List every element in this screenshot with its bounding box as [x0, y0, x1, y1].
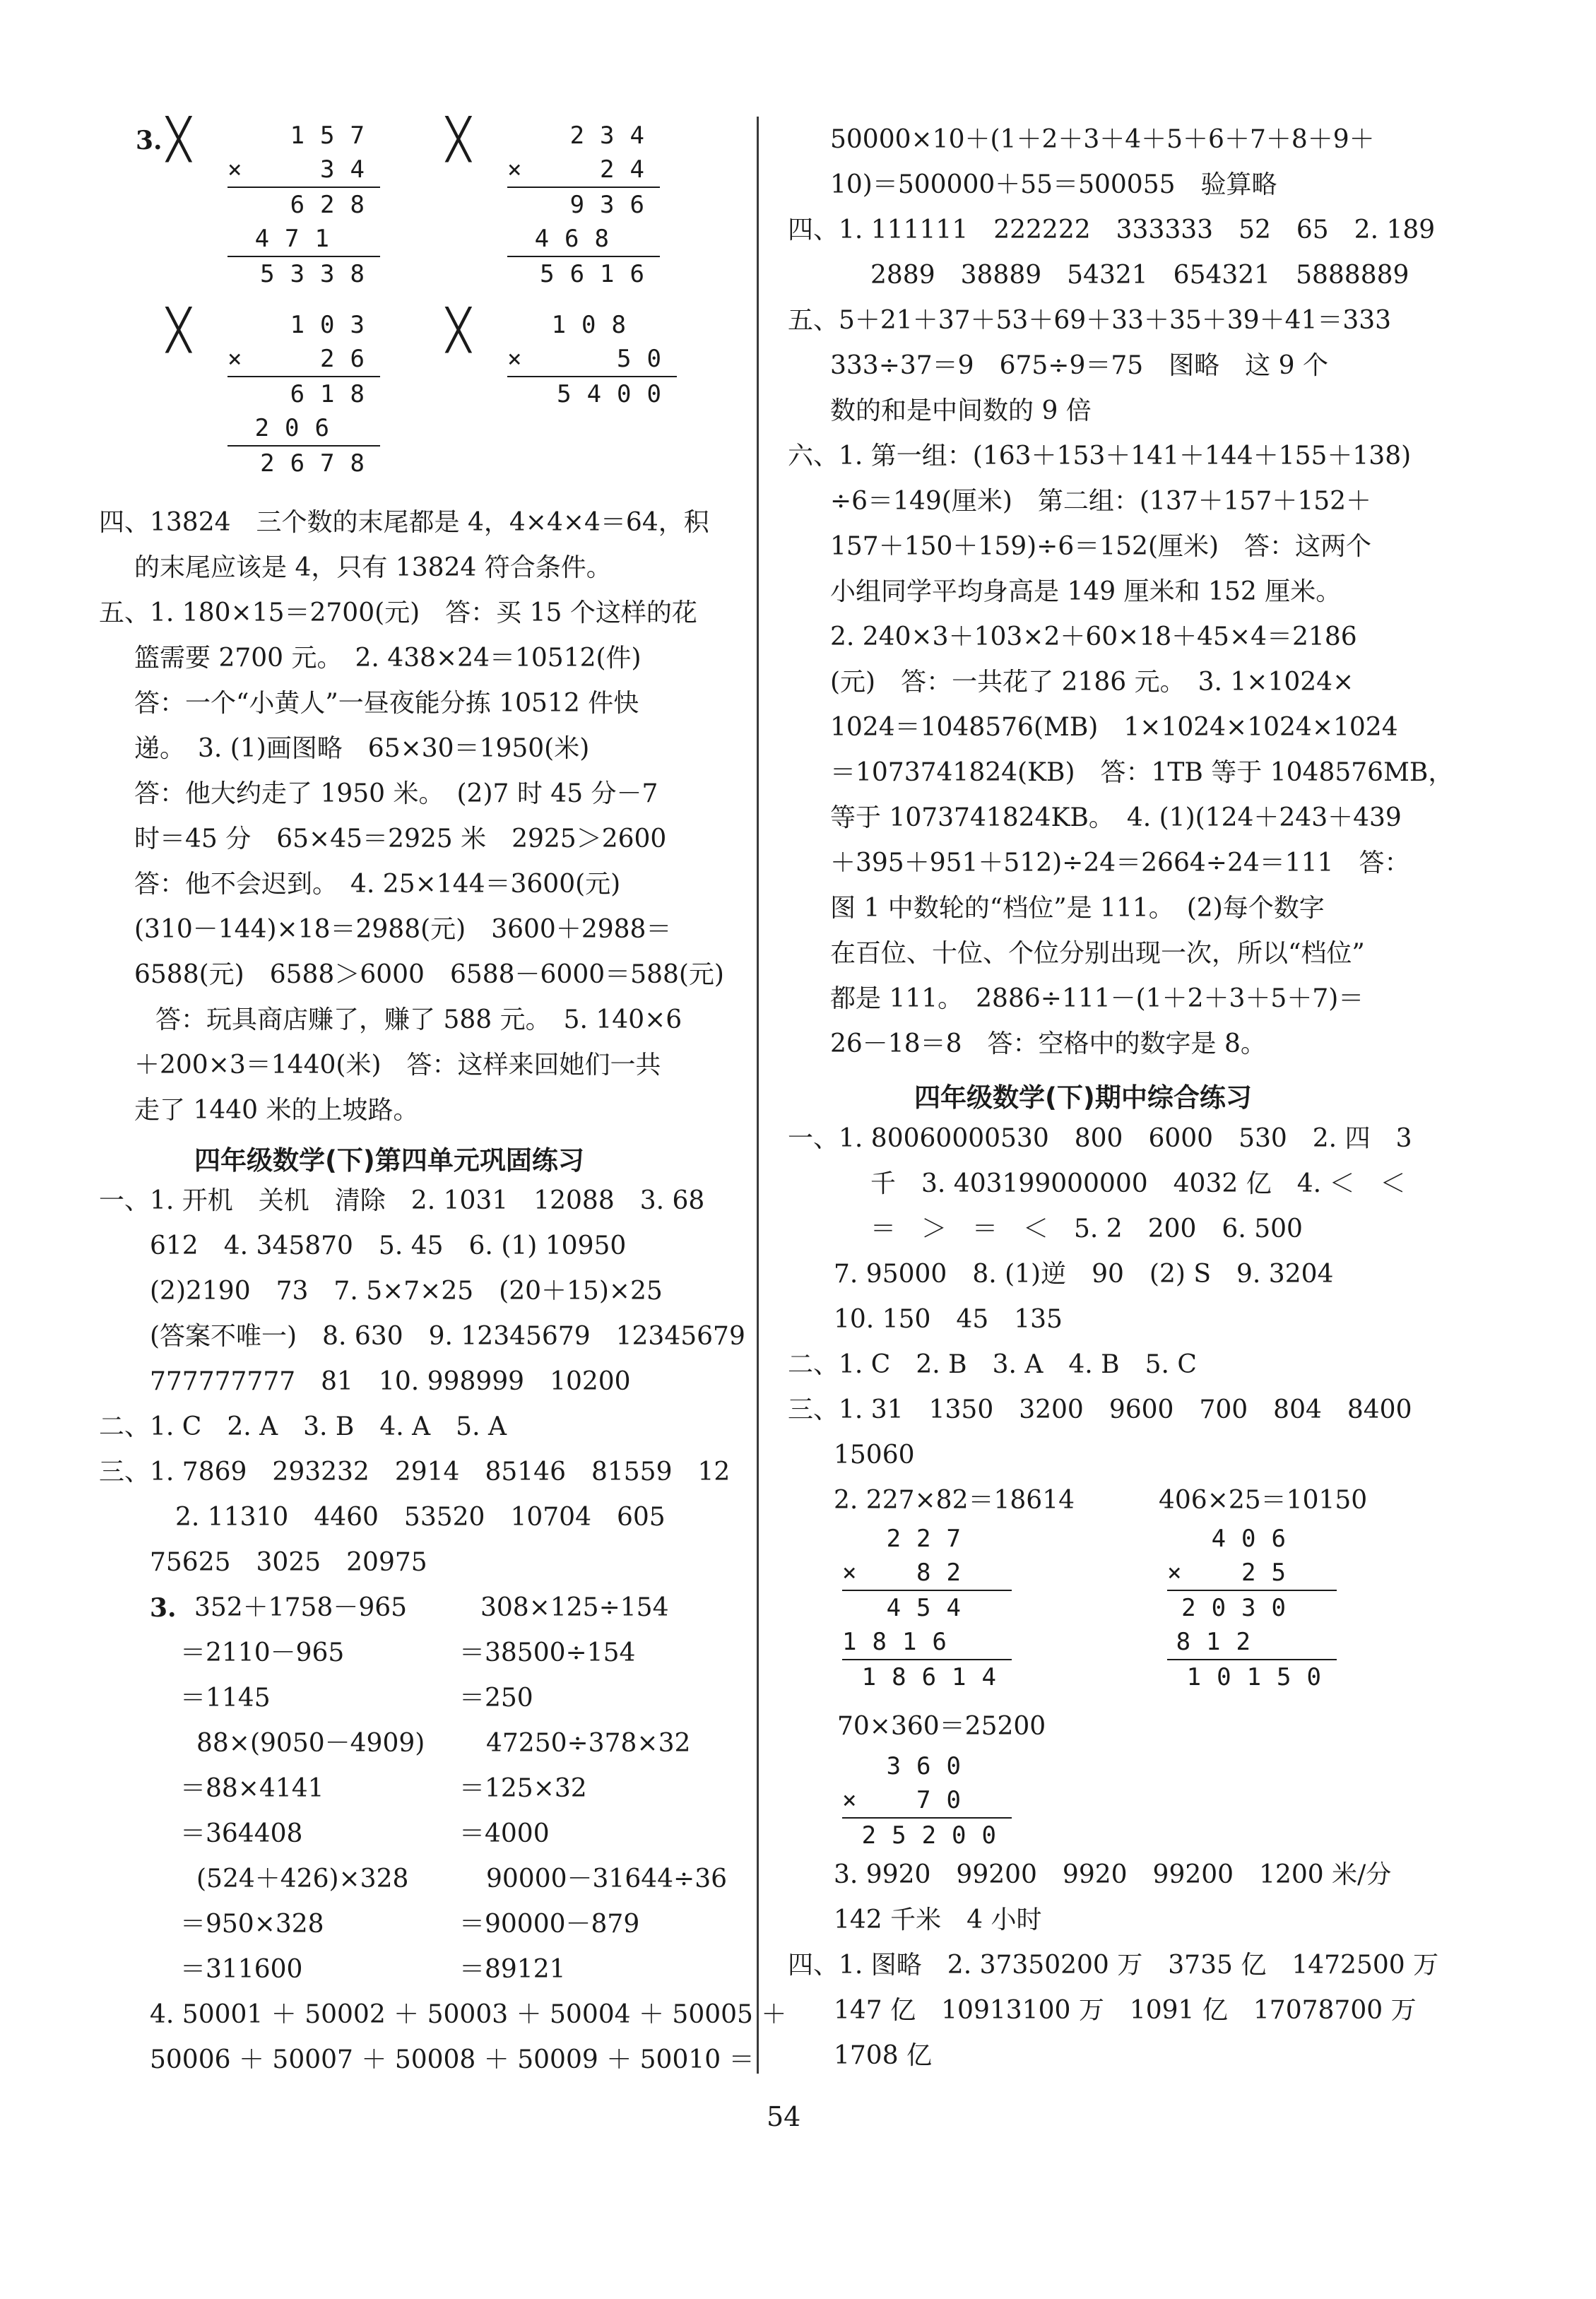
calc-label: 3. — [150, 1593, 177, 1623]
text-line: ＋200×3＝1440(米) 答：这样来回她们一共 — [134, 1051, 661, 1080]
text-line: 777777777 81 10. 998999 10200 — [150, 1367, 631, 1396]
vertical-multiplication-4 — [507, 308, 677, 411]
partial-product-1: 2030 — [1181, 1594, 1301, 1622]
calc-line: ＝4000 — [459, 1819, 550, 1848]
text-line: 二、1. C 2. B 3. A 4. B 5. C — [788, 1350, 1197, 1379]
calc-line: ＝89121 — [459, 1955, 566, 1984]
text-line: 三、1. 7869 293232 2914 85146 81559 12 — [99, 1458, 731, 1487]
multiplicand: 108 — [551, 311, 642, 339]
text-line: 的末尾应该是 4，只有 13824 符合条件。 — [134, 553, 612, 582]
text-line: 一、1. 80060000530 800 6000 530 2. 四 3 — [788, 1124, 1412, 1153]
text-line: 612 4. 345870 5. 45 6. (1) 10950 — [150, 1231, 627, 1260]
vertical-multiplication-5 — [842, 1522, 1012, 1694]
partial-product-1: 618 — [290, 380, 380, 408]
multiplicand: 360 — [886, 1752, 976, 1780]
text-line: 50006 ＋ 50007 ＋ 50008 ＋ 50009 ＋ 50010 ＝ — [150, 2045, 755, 2074]
text-line: 2889 38889 54321 654321 5888889 — [870, 261, 1409, 290]
text-line: 答：一个“小黄人”一昼夜能分拣 10512 件快 — [134, 689, 639, 718]
partial-product-1: 628 — [290, 191, 380, 219]
text-line: 五、1. 180×15＝2700(元) 答：买 15 个这样的花 — [99, 598, 697, 627]
calc-line: 308×125÷154 — [480, 1593, 669, 1622]
calc-line: ＝250 — [459, 1684, 533, 1713]
calc-line: ＝88×4141 — [180, 1774, 324, 1803]
text-line: 7. 95000 8. (1)逆 90 (2) S 9. 3204 — [834, 1260, 1334, 1289]
vertical-multiplication-3 — [227, 308, 380, 480]
text-line: 三、1. 31 1350 3200 9600 700 804 8400 — [788, 1395, 1412, 1424]
text-line: ＋395＋951＋512)÷24＝2664÷24＝111 答： — [830, 849, 1410, 877]
cross-mark-3: ╳ — [167, 307, 191, 353]
column-divider — [757, 117, 759, 2074]
text-line: 75625 3025 20975 — [150, 1548, 427, 1577]
text-line: 26－18＝8 答：空格中的数字是 8。 — [830, 1029, 1266, 1058]
text-line: 答：玩具商店赚了，赚了 588 元。 5. 140×6 — [155, 1005, 682, 1034]
text-line: ＝1073741824(KB) 答：1TB 等于 1048576MB， — [830, 758, 1454, 787]
text-line: 等于 1073741824KB。 4. (1)(124＋243＋439 — [830, 803, 1402, 832]
text-line: 六、1. 第一组：(163＋153＋141＋144＋155＋138) — [788, 442, 1412, 471]
vertical-multiplication-6 — [1167, 1522, 1337, 1694]
times-sign: × — [227, 155, 242, 184]
text-line: 6588(元) 6588＞6000 6588－6000＝588(元) — [134, 960, 724, 989]
text-line: 1024＝1048576(MB) 1×1024×1024×1024 — [830, 713, 1398, 742]
text-line: (元) 答：一共花了 2186 元。 3. 1×1024× — [830, 668, 1354, 697]
text-line: 在百位、十位、个位分别出现一次，所以“档位” — [830, 939, 1365, 968]
multiplier: 70 — [916, 1786, 976, 1814]
partial-product-2: 468 — [534, 225, 625, 253]
section-heading-unit4: 四年级数学(下)第四单元巩固练习 — [194, 1145, 584, 1176]
product: 25200 — [861, 1821, 1012, 1850]
equation: 2. 227×82＝18614 — [834, 1486, 1075, 1515]
partial-product-2: 1816 — [842, 1628, 962, 1656]
partial-product-2: 206 — [254, 414, 345, 442]
calc-line: 88×(9050－4909) — [196, 1729, 425, 1758]
calc-line: ＝364408 — [180, 1819, 303, 1848]
product: 18614 — [861, 1663, 1012, 1691]
cross-mark-2: ╳ — [447, 117, 471, 162]
calc-line: 90000－31644÷36 — [486, 1864, 728, 1893]
text-line: (2)2190 73 7. 5×7×25 (20＋15)×25 — [150, 1277, 663, 1306]
product: 2678 — [260, 449, 380, 478]
text-line: 数的和是中间数的 9 倍 — [830, 396, 1092, 425]
page-number: 54 — [767, 2101, 801, 2132]
times-sign: × — [507, 155, 522, 184]
product: 5400 — [557, 380, 677, 408]
text-line: 四、1. 111111 222222 333333 52 65 2. 189 — [788, 215, 1436, 244]
text-line: ÷6＝149(厘米) 第二组：(137＋157＋152＋ — [830, 487, 1372, 516]
text-line: 四、13824 三个数的末尾都是 4，4×4×4＝64，积 — [99, 508, 709, 537]
partial-product-2: 812 — [1176, 1628, 1266, 1656]
text-line: 答：他不会迟到。 4. 25×144＝3600(元) — [134, 870, 621, 899]
product: 5338 — [260, 260, 380, 288]
partial-product-1: 936 — [569, 191, 660, 219]
partial-product-1: 454 — [886, 1594, 976, 1622]
text-line: 千 3. 403199000000 4032 亿 4. ＜ ＜ — [870, 1169, 1406, 1198]
times-sign: × — [842, 1786, 857, 1814]
cross-mark-4: ╳ — [447, 307, 471, 353]
text-line: 走了 1440 米的上坡路。 — [134, 1096, 419, 1125]
calc-line: ＝311600 — [180, 1955, 303, 1984]
text-line: 142 千米 4 小时 — [834, 1905, 1042, 1934]
product: 10150 — [1186, 1663, 1337, 1691]
cross-mark-1: ╳ — [167, 117, 191, 162]
text-line: 2. 240×3＋103×2＋60×18＋45×4＝2186 — [830, 622, 1357, 651]
multiplier: 50 — [617, 345, 677, 373]
multiplier: 34 — [320, 155, 380, 184]
text-line: 递。 3. (1)画图略 65×30＝1950(米) — [134, 734, 590, 763]
times-sign: × — [227, 345, 242, 373]
text-line: (答案不唯一) 8. 630 9. 12345679 12345679 — [150, 1322, 745, 1351]
product: 5616 — [540, 260, 660, 288]
text-line: 四、1. 图略 2. 37350200 万 3735 亿 1472500 万 — [788, 1951, 1439, 1980]
text-line: 答：他大约走了 1950 米。 (2)7 时 45 分－7 — [134, 779, 658, 808]
text-line: 五、5＋21＋37＋53＋69＋33＋35＋39＋41＝333 — [788, 306, 1392, 335]
calc-line: 47250÷378×32 — [486, 1729, 691, 1758]
text-line: 4. 50001 ＋ 50002 ＋ 50003 ＋ 50004 ＋ 50005 ＋ — [150, 2000, 787, 2029]
text-line: 3. 9920 99200 9920 99200 1200 米/分 — [834, 1860, 1392, 1889]
text-line: 都是 111。 2886÷111－(1＋2＋3＋5＋7)＝ — [830, 984, 1364, 1013]
section-heading-midterm: 四年级数学(下)期中综合练习 — [914, 1082, 1252, 1113]
vertical-multiplication-1 — [227, 119, 380, 291]
times-sign: × — [842, 1559, 857, 1587]
calc-line: ＝1145 — [180, 1684, 271, 1713]
text-line: 333÷37＝9 675÷9＝75 图略 这 9 个 — [830, 351, 1328, 380]
multiplier: 82 — [916, 1559, 976, 1587]
text-line: 50000×10＋(1＋2＋3＋4＋5＋6＋7＋8＋9＋ — [830, 125, 1375, 154]
calc-line: ＝950×328 — [180, 1910, 324, 1939]
text-line: 时＝45 分 65×45＝2925 米 2925＞2600 — [134, 825, 667, 853]
calc-line: 352＋1758－965 — [194, 1593, 408, 1622]
vertical-multiplication-7 — [842, 1749, 1012, 1852]
calc-line: ＝125×32 — [459, 1774, 587, 1803]
times-sign: × — [507, 345, 522, 373]
calc-line: (524＋426)×328 — [196, 1864, 409, 1893]
multiplicand: 406 — [1211, 1525, 1301, 1553]
text-line: 小组同学平均身高是 149 厘米和 152 厘米。 — [830, 577, 1342, 606]
text-line: 1708 亿 — [834, 2041, 933, 2070]
calc-line: ＝2110－965 — [180, 1638, 345, 1667]
multiplier: 24 — [600, 155, 660, 184]
text-line: 157＋150＋159)÷6＝152(厘米) 答：这两个 — [830, 532, 1372, 561]
partial-product-2: 471 — [254, 225, 345, 253]
vertical-multiplication-2 — [507, 119, 660, 291]
text-line: ＝ ＞ ＝ ＜ 5. 2 200 6. 500 — [870, 1214, 1303, 1243]
text-line: 10)＝500000＋55＝500055 验算略 — [830, 170, 1277, 199]
text-line: 二、1. C 2. A 3. B 4. A 5. A — [99, 1412, 507, 1441]
multiplier: 25 — [1241, 1559, 1301, 1587]
multiplicand: 227 — [886, 1525, 976, 1553]
text-line: 图 1 中数轮的“档位”是 111。 (2)每个数字 — [830, 894, 1325, 923]
text-line: 2. 11310 4460 53520 10704 605 — [175, 1503, 666, 1532]
text-line: (310－144)×18＝2988(元) 3600＋2988＝ — [134, 915, 672, 944]
text-line: 15060 — [834, 1441, 915, 1470]
equation: 70×360＝25200 — [837, 1712, 1046, 1741]
equation: 406×25＝10150 — [1159, 1486, 1368, 1515]
calc-line: ＝90000－879 — [459, 1910, 640, 1939]
text-line: 10. 150 45 135 — [834, 1305, 1063, 1334]
text-line: 147 亿 10913100 万 1091 亿 17078700 万 — [834, 1996, 1417, 2025]
multiplicand: 157 — [290, 122, 380, 150]
multiplier: 26 — [320, 345, 380, 373]
text-line: 篮需要 2700 元。 2. 438×24＝10512(件) — [134, 644, 642, 673]
text-line: 一、1. 开机 关机 清除 2. 1031 12088 3. 68 — [99, 1186, 705, 1215]
section-3-label: 3. — [136, 126, 162, 155]
times-sign: × — [1167, 1559, 1182, 1587]
multiplicand: 103 — [290, 311, 380, 339]
multiplicand: 234 — [569, 122, 660, 150]
calc-line: ＝38500÷154 — [459, 1638, 636, 1667]
